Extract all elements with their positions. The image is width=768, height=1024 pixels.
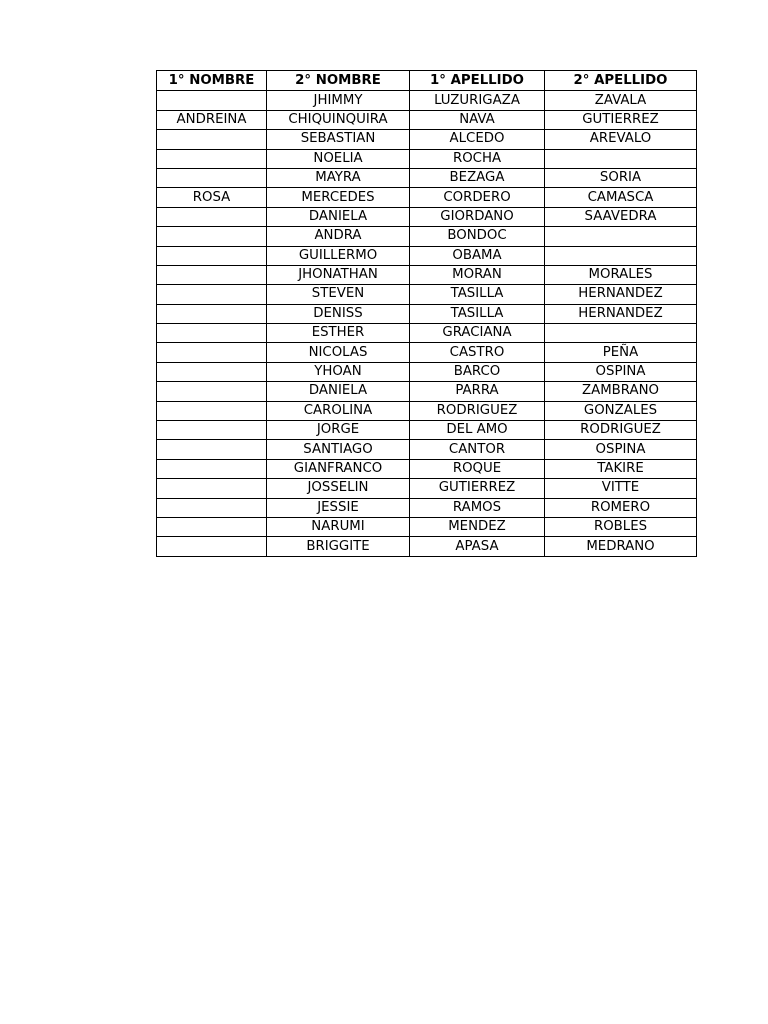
cell-first-name <box>157 401 267 420</box>
cell-first-name <box>157 130 267 149</box>
table-row <box>157 227 697 246</box>
cell-first-surname: MENDEZ <box>410 517 545 536</box>
cell-first-surname: BARCO <box>410 362 545 381</box>
cell-first-name <box>157 324 267 343</box>
cell-first-name <box>157 343 267 362</box>
cell-second-name: BRIGGITE <box>267 537 410 556</box>
cell-first-surname: LUZURIGAZA <box>410 91 545 110</box>
cell-second-surname: RODRIGUEZ <box>545 421 697 440</box>
table-row <box>157 188 697 207</box>
cell-second-name: GUILLERMO <box>267 246 410 265</box>
cell-second-surname: ROMERO <box>545 498 697 517</box>
cell-second-name: CAROLINA <box>267 401 410 420</box>
cell-first-surname: CANTOR <box>410 440 545 459</box>
cell-first-surname: RAMOS <box>410 498 545 517</box>
table-row <box>157 149 697 168</box>
cell-first-surname: OBAMA <box>410 246 545 265</box>
table-row <box>157 479 697 498</box>
table-row <box>157 343 697 362</box>
cell-second-name: DENISS <box>267 304 410 323</box>
cell-first-surname: BONDOC <box>410 227 545 246</box>
cell-first-name: ROSA <box>157 188 267 207</box>
table-header <box>157 71 697 91</box>
table-row <box>157 246 697 265</box>
cell-first-name <box>157 440 267 459</box>
cell-first-surname: RODRIGUEZ <box>410 401 545 420</box>
table-row <box>157 304 697 323</box>
table-row <box>157 110 697 129</box>
cell-second-surname: MORALES <box>545 265 697 284</box>
cell-second-surname: ZAMBRANO <box>545 382 697 401</box>
cell-first-surname: GRACIANA <box>410 324 545 343</box>
cell-first-name <box>157 91 267 110</box>
table-row <box>157 207 697 226</box>
cell-second-surname: PEÑA <box>545 343 697 362</box>
cell-first-surname: GUTIERREZ <box>410 479 545 498</box>
cell-first-surname: BEZAGA <box>410 168 545 187</box>
header-second-surname: 2° APELLIDO <box>545 71 697 91</box>
names-table <box>156 70 697 557</box>
cell-first-surname: CASTRO <box>410 343 545 362</box>
table-row <box>157 459 697 478</box>
table-row <box>157 421 697 440</box>
cell-second-surname: SAAVEDRA <box>545 207 697 226</box>
cell-second-name: ANDRA <box>267 227 410 246</box>
cell-first-name <box>157 246 267 265</box>
cell-first-surname: TASILLA <box>410 304 545 323</box>
cell-first-surname: CORDERO <box>410 188 545 207</box>
cell-second-name: JHONATHAN <box>267 265 410 284</box>
cell-first-name <box>157 265 267 284</box>
cell-first-name <box>157 168 267 187</box>
cell-first-name <box>157 207 267 226</box>
table-row <box>157 168 697 187</box>
cell-first-name <box>157 304 267 323</box>
cell-first-name <box>157 227 267 246</box>
cell-second-name: JESSIE <box>267 498 410 517</box>
cell-second-surname <box>545 324 697 343</box>
cell-first-surname: GIORDANO <box>410 207 545 226</box>
cell-first-surname: APASA <box>410 537 545 556</box>
cell-second-surname: VITTE <box>545 479 697 498</box>
header-first-surname: 1° APELLIDO <box>410 71 545 91</box>
cell-second-name: NOELIA <box>267 149 410 168</box>
cell-second-name: SANTIAGO <box>267 440 410 459</box>
cell-second-name: JOSSELIN <box>267 479 410 498</box>
cell-second-surname: GUTIERREZ <box>545 110 697 129</box>
cell-second-name: DANIELA <box>267 382 410 401</box>
cell-second-surname <box>545 246 697 265</box>
header-row <box>157 71 697 91</box>
cell-first-name <box>157 362 267 381</box>
cell-first-name <box>157 149 267 168</box>
cell-second-name: JHIMMY <box>267 91 410 110</box>
cell-second-name: CHIQUINQUIRA <box>267 110 410 129</box>
cell-first-name <box>157 459 267 478</box>
cell-second-surname: HERNANDEZ <box>545 285 697 304</box>
cell-first-name <box>157 382 267 401</box>
cell-second-surname <box>545 227 697 246</box>
cell-first-name <box>157 517 267 536</box>
table-row <box>157 537 697 556</box>
cell-first-name <box>157 479 267 498</box>
cell-first-surname: NAVA <box>410 110 545 129</box>
cell-second-name: STEVEN <box>267 285 410 304</box>
table-row <box>157 285 697 304</box>
cell-first-name <box>157 285 267 304</box>
cell-second-surname: CAMASCA <box>545 188 697 207</box>
cell-second-name: MAYRA <box>267 168 410 187</box>
cell-first-surname: ROQUE <box>410 459 545 478</box>
cell-second-surname: HERNANDEZ <box>545 304 697 323</box>
cell-second-name: GIANFRANCO <box>267 459 410 478</box>
table-row <box>157 265 697 284</box>
cell-second-surname: TAKIRE <box>545 459 697 478</box>
cell-first-surname: PARRA <box>410 382 545 401</box>
table-row <box>157 130 697 149</box>
table-row <box>157 401 697 420</box>
cell-second-surname: GONZALES <box>545 401 697 420</box>
cell-second-name: SEBASTIAN <box>267 130 410 149</box>
cell-second-name: NICOLAS <box>267 343 410 362</box>
cell-first-surname: ROCHA <box>410 149 545 168</box>
cell-first-surname: MORAN <box>410 265 545 284</box>
header-second-name: 2° NOMBRE <box>267 71 410 91</box>
cell-second-surname <box>545 149 697 168</box>
cell-second-name: YHOAN <box>267 362 410 381</box>
cell-second-surname: OSPINA <box>545 440 697 459</box>
table-body <box>157 91 697 556</box>
table-row <box>157 517 697 536</box>
table-row <box>157 324 697 343</box>
cell-second-name: MERCEDES <box>267 188 410 207</box>
cell-first-surname: TASILLA <box>410 285 545 304</box>
cell-second-name: DANIELA <box>267 207 410 226</box>
cell-second-surname: SORIA <box>545 168 697 187</box>
cell-second-name: NARUMI <box>267 517 410 536</box>
cell-second-surname: AREVALO <box>545 130 697 149</box>
table-row <box>157 362 697 381</box>
cell-first-name <box>157 421 267 440</box>
cell-second-surname: MEDRANO <box>545 537 697 556</box>
cell-first-name <box>157 537 267 556</box>
cell-second-surname: ZAVALA <box>545 91 697 110</box>
table-row <box>157 440 697 459</box>
cell-first-surname: ALCEDO <box>410 130 545 149</box>
cell-first-name <box>157 498 267 517</box>
table-row <box>157 382 697 401</box>
header-first-name: 1° NOMBRE <box>157 71 267 91</box>
table-row <box>157 91 697 110</box>
cell-second-surname: OSPINA <box>545 362 697 381</box>
cell-second-name: JORGE <box>267 421 410 440</box>
cell-first-surname: DEL AMO <box>410 421 545 440</box>
cell-second-name: ESTHER <box>267 324 410 343</box>
table-row <box>157 498 697 517</box>
cell-second-surname: ROBLES <box>545 517 697 536</box>
cell-first-name: ANDREINA <box>157 110 267 129</box>
